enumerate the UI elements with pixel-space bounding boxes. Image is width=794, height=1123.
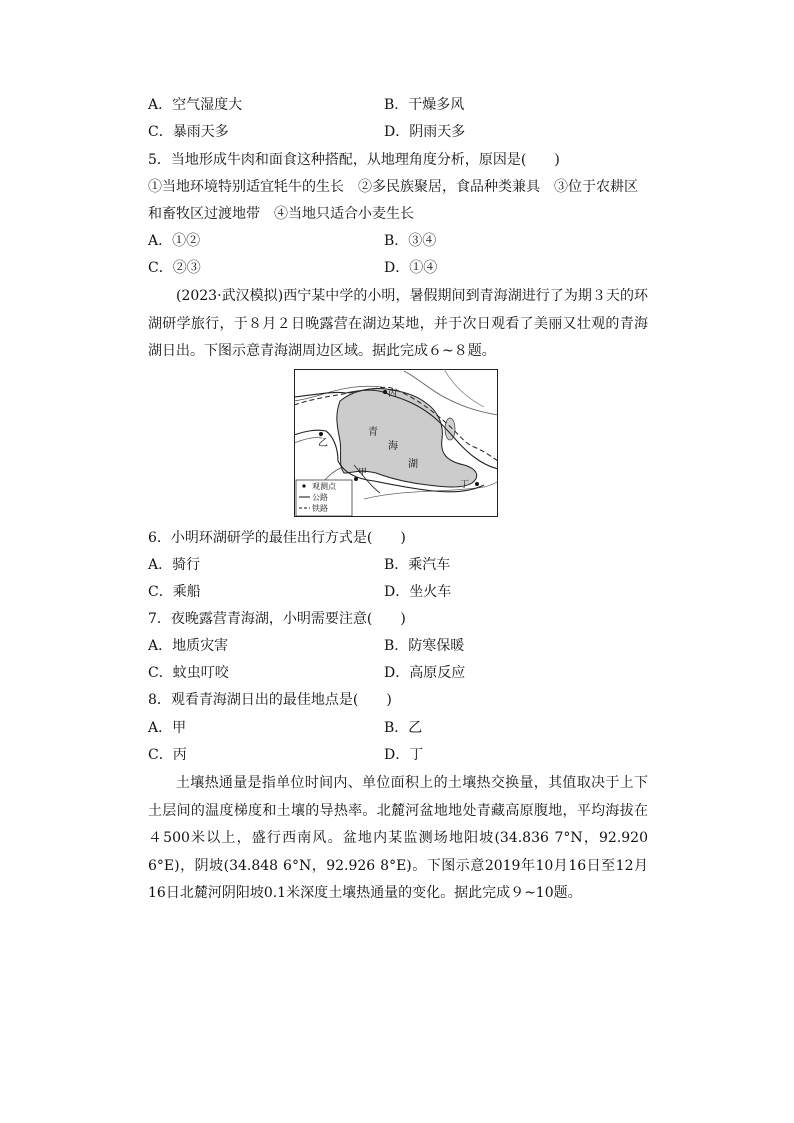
q4-option-c: C．暴雨天多 — [148, 124, 229, 140]
q5-statements-line1: ①当地环境特别适宜牦牛的生长 ②多民族聚居，食品种类兼具 ③位于农耕区 — [148, 179, 638, 195]
observation-point-ding — [475, 482, 479, 486]
observation-point-bing — [383, 390, 387, 394]
label-jia: 甲 — [358, 468, 368, 478]
q7-stem: 7．夜晚露营青海湖，小明需要注意( ) — [148, 611, 406, 627]
q5-stem: 5．当地形成牛肉和面食这种搭配，从地理角度分析，原因是( ) — [148, 152, 560, 168]
lake-name-char-3: 湖 — [408, 459, 418, 470]
q8-option-b: B．乙 — [384, 720, 423, 736]
q6-option-b: B．乘汽车 — [384, 557, 451, 573]
lake-name-char-2: 海 — [388, 441, 398, 452]
label-ding: 丁 — [460, 480, 470, 490]
legend-observation-label: 观测点 — [312, 482, 336, 491]
q8-option-a: A．甲 — [148, 720, 187, 736]
q7-option-a: A．地质灾害 — [148, 638, 229, 654]
intro-paragraph-q9-10: 土壤热通量是指单位时间内、单位面积上的土壤热交换量，其值取决于上下土层间的温度梯度和土壤的导热率。北麓河盆地地处青藏高原腹地，平均海拔在４500米以上，盛行西南风。盆地内某监测场地阳坡(34.836 7°N，92.920 6°E)，阴坡(34.848 6°N，92.926 8°E)。下图示意2019年10月16日至12月16日北麓河阴阳坡0.1米深度土壤热通量的变化。据此完成９~10题。 — [148, 775, 648, 902]
q6-option-a: A．骑行 — [148, 557, 201, 573]
q8-stem: 8．观看青海湖日出的最佳地点是( ) — [148, 692, 392, 708]
q8-option-d: D．丁 — [384, 747, 424, 763]
q7-option-c: C．蚊虫叮咬 — [148, 665, 229, 681]
q4-option-a: A．空气湿度大 — [148, 97, 243, 113]
observation-point-yi — [319, 432, 323, 436]
legend-railway-label: 铁路 — [312, 504, 328, 513]
q8-option-c: C．丙 — [148, 747, 187, 763]
q5-option-c: C．②③ — [148, 260, 201, 276]
q5-option-d: D．①④ — [384, 260, 438, 276]
q6-option-c: C．乘船 — [148, 584, 201, 600]
q5-option-b: B．③④ — [384, 233, 437, 249]
q7-option-d: D．高原反应 — [384, 665, 466, 681]
q5-statements-line2: 和畜牧区过渡地带 ④当地只适合小麦生长 — [148, 206, 414, 222]
lake-name-char-1: 青 — [368, 427, 378, 438]
legend-road-label: 公路 — [312, 493, 328, 502]
q6-stem: 6．小明环湖研学的最佳出行方式是( ) — [148, 530, 406, 546]
q4-option-b: B．干燥多风 — [384, 97, 465, 113]
label-bing: 丙 — [388, 389, 398, 399]
q6-option-d: D．坐火车 — [384, 584, 452, 600]
q5-option-a: A．①② — [148, 233, 201, 249]
q7-option-b: B．防寒保暖 — [384, 638, 465, 654]
intro-paragraph-q6-8: (2023·武汉模拟)西宁某中学的小明，暑假期间到青海湖进行了为期３天的环湖研学旅行，于８月２日晚露营在湖边某地，并于次日观看了美丽又壮观的青海湖日出。下图示意青海湖周边区域。据此完成６~８题。 — [148, 288, 648, 360]
legend-point-symbol — [302, 484, 305, 487]
label-yi: 乙 — [318, 438, 328, 449]
qinghai-lake-map — [294, 369, 498, 517]
q4-option-d: D．阴雨天多 — [384, 124, 466, 140]
